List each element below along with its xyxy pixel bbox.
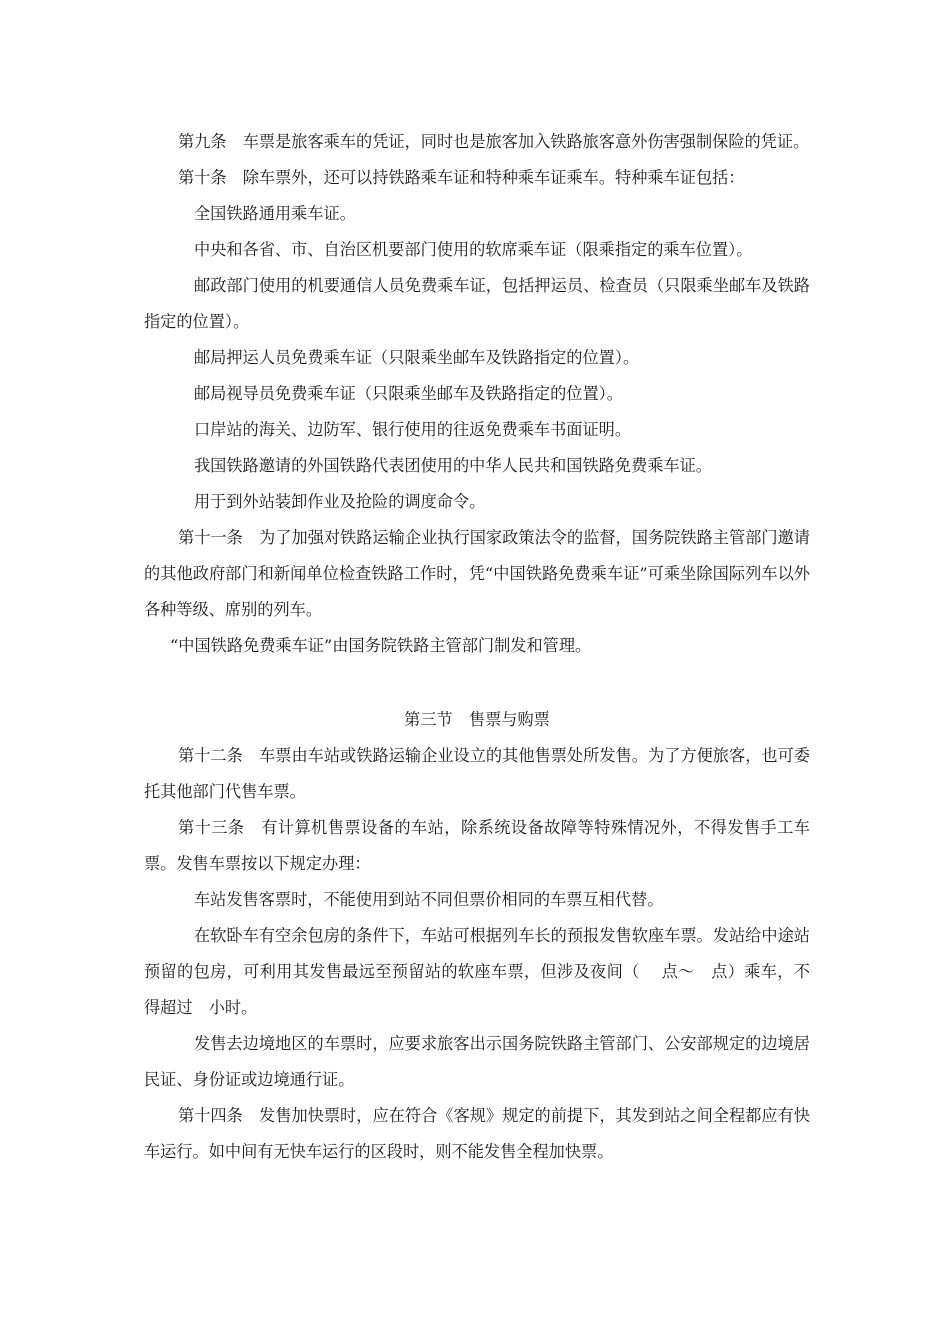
list-item: 发售去边境地区的车票时，应要求旅客出示国务院铁路主管部门、公安部规定的边境居民证、身份证或边境通行证。 — [144, 1034, 810, 1089]
article-13: 第十三条 有计算机售票设备的车站，除系统设备故障等特殊情况外，不得发售手工车票。发售车票按以下规定办理： — [144, 818, 810, 873]
article-14: 第十四条 发售加快票时，应在符合《客规》规定的前提下，其发到站之间全程都应有快车运行。如中间有无快车运行的区段时，则不能发售全程加快票。 — [144, 1106, 810, 1161]
article-9: 第九条 车票是旅客乘车的凭证，同时也是旅客加入铁路旅客意外伤害强制保险的凭证。 — [178, 132, 810, 151]
section-heading: 第三节 售票与购票 — [404, 710, 550, 729]
article-11: 第十一条 为了加强对铁路运输企业执行国家政策法令的监督，国务院铁路主管部门邀请的其他政府部门和新闻单位检查铁路工作时，凭“中国铁路免费乘车证”可乘坐除国际列车以外各种等级、席别的列车。 — [144, 528, 810, 619]
document-page — [144, 124, 810, 1170]
list-item: 在软卧车有空余包房的条件下，车站可根据列车长的预报发售软座车票。发站给中途站预留的包房，可利用其发售最远至预留站的软座车票，但涉及夜间（ 点～ 点）乘车，不得超过 小时。 — [144, 926, 810, 1017]
list-item: 口岸站的海关、边防军、银行使用的往返免费乘车书面证明。 — [194, 420, 632, 439]
list-item: 中央和各省、市、自治区机要部门使用的软席乘车证（限乘指定的乘车位置）。 — [194, 240, 753, 259]
list-item: 邮局押运人员免费乘车证（只限乘坐邮车及铁路指定的位置）。 — [194, 348, 640, 367]
list-item: 车站发售客票时，不能使用到站不同但票价相同的车票互相代替。 — [194, 890, 664, 909]
list-item: 全国铁路通用乘车证。 — [194, 204, 356, 223]
list-item: 邮政部门使用的机要通信人员免费乘车证，包括押运员、检查员（只限乘坐邮车及铁路指定的位置）。 — [144, 276, 810, 331]
article-11-note: “中国铁路免费乘车证”由国务院铁路主管部门制发和管理。 — [170, 636, 592, 655]
article-12: 第十二条 车票由车站或铁路运输企业设立的其他售票处所发售。为了方便旅客，也可委托其他部门代售车票。 — [144, 746, 810, 801]
article-10: 第十条 除车票外，还可以持铁路乘车证和特种乘车证乘车。特种乘车证包括： — [178, 168, 745, 187]
list-item: 邮局视导员免费乘车证（只限乘坐邮车及铁路指定的位置）。 — [194, 384, 623, 403]
list-item: 用于到外站装卸作业及抢险的调度命令。 — [194, 492, 486, 511]
list-item: 我国铁路邀请的外国铁路代表团使用的中华人民共和国铁路免费乘车证。 — [194, 456, 712, 475]
